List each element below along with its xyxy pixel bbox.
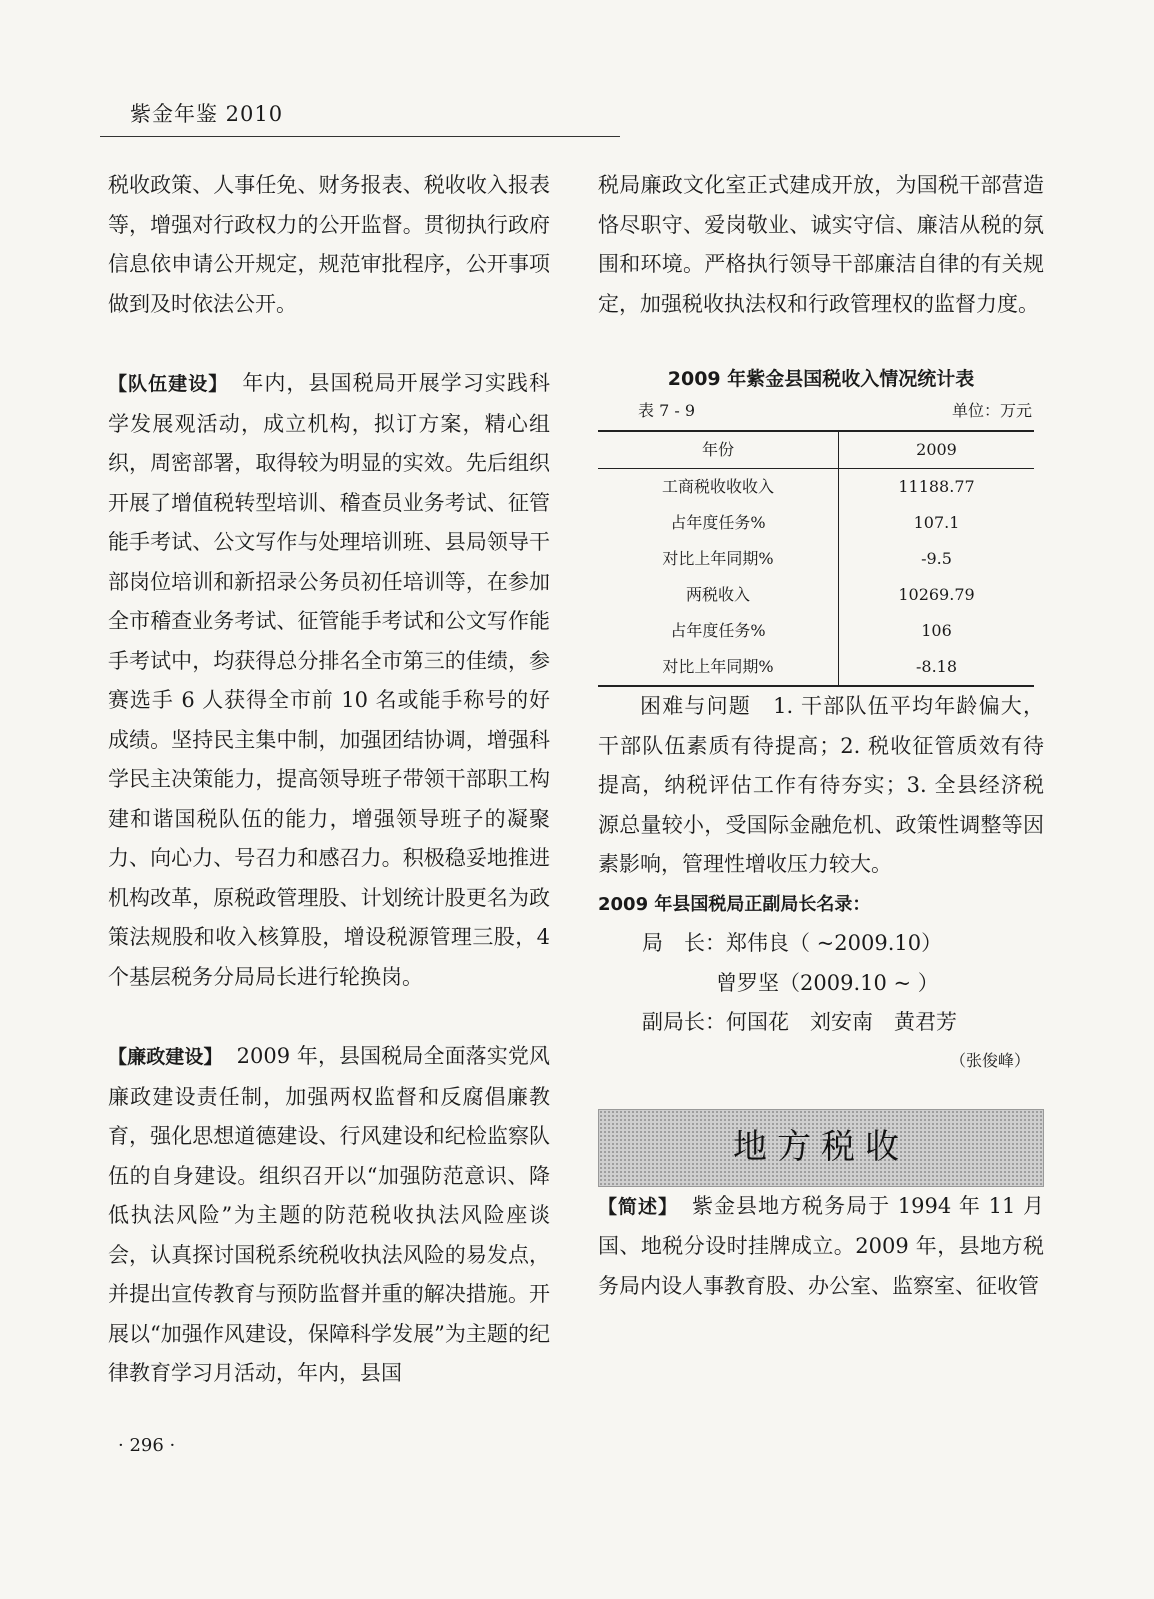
table-header-cell: 2009	[916, 440, 957, 459]
paragraph-gap	[108, 324, 550, 364]
table-row-label: 对比上年同期%	[598, 649, 839, 686]
page-number: · 296 ·	[118, 1435, 176, 1456]
section-banner	[598, 1109, 1044, 1187]
roster-deputy-directors: 副局长：何国花 刘安南 黄君芳	[642, 1010, 957, 1034]
roster-director-successor: 曾罗坚（2009.10 ~ ）	[716, 970, 939, 995]
paragraph-gap	[108, 997, 550, 1037]
running-header: 紫金年鉴 2010	[130, 102, 284, 126]
overview-body: 紫金县地方税务局于 1994 年 11 月国、地税分设时挂牌成立。2009 年，县地方税务局内设人事教育股、办公室、监察室、征收管	[598, 1193, 1044, 1298]
roster-title: 2009 年县国税局正副局长名录：	[598, 893, 871, 915]
table-meta	[638, 398, 1032, 424]
table-row-label: 占年度任务%	[598, 613, 839, 649]
table-title: 2009 年紫金县国税收入情况统计表	[667, 368, 975, 390]
integrity-heading: 【廉政建设】	[108, 1046, 223, 1068]
integrity-body: 2009 年，县国税局全面落实党风廉政建设责任制，加强两权监督和反腐倡廉教育，强化思想道德建设、行风建设和纪检监察队伍的自身建设。组织召开以“加强防范意识、降低执法风险”为主题的防范税收执法风险座谈会，认真探讨国税系统税收执法风险的易发点，并提出宣传教育与预防监督并重的解决措施。开展以“加强作风建设，保障科学发展”为主题的纪律教育学习月活动，年内，县国	[108, 1044, 550, 1385]
intro-paragraph: 税收政策、人事任免、财务报表、税收收入报表等，增强对行政权力的公开监督。贯彻执行政府信息依申请公开规定，规范审批程序，公开事项做到及时依法公开。	[108, 173, 550, 316]
section-banner-title: 地方税收	[733, 1126, 909, 1167]
table-row-value: 107.1	[913, 513, 960, 532]
header-rule	[100, 136, 620, 137]
table-number: 表 7 - 9	[638, 401, 696, 420]
table-row	[598, 577, 1034, 613]
table-header-cell: 年份	[598, 431, 839, 469]
table-row-value: 10269.79	[898, 585, 975, 604]
overview-heading: 【简述】	[598, 1195, 679, 1218]
table-row-label: 工商税收收收入	[598, 469, 839, 506]
table-row	[598, 505, 1034, 541]
left-column	[108, 166, 550, 1394]
table-row-value: -9.5	[921, 549, 952, 568]
table-row	[598, 469, 1034, 506]
table-row-label: 两税收入	[598, 577, 839, 613]
tax-revenue-table	[598, 430, 1034, 687]
table-unit: 单位：万元	[951, 401, 1032, 420]
continuation-paragraph: 税局廉政文化室正式建成开放，为国税干部营造恪尽职守、爱岗敬业、诚实守信、廉洁从税的氛围和环境。严格执行领导干部廉洁自律的有关规定，加强税收执法权和行政管理权的监督力度。	[598, 173, 1044, 316]
table-row-value: 106	[921, 621, 952, 640]
problems-paragraph: 困难与问题 1. 干部队伍平均年龄偏大，干部队伍素质有待提高；2. 税收征管质效有待提高，纳税评估工作有待夯实；3. 全县经济税源总量较小，受国际金融危机、政策性调整等因素影响，管理性增收压力较大。	[598, 694, 1044, 876]
table-row	[598, 613, 1034, 649]
table-row	[598, 649, 1034, 686]
team-building-heading: 【队伍建设】	[108, 373, 229, 395]
table-row-label: 对比上年同期%	[598, 541, 839, 577]
table-row	[598, 541, 1034, 577]
integrity-paragraph	[108, 1037, 550, 1394]
right-column	[598, 166, 1044, 1306]
team-building-body: 年内，县国税局开展学习实践科学发展观活动，成立机构，拟订方案，精心组织，周密部署，取得较为明显的实效。先后组织开展了增值税转型培训、稽查员业务考试、征管能手考试、公文写作与处理培训班、县局领导干部岗位培训和新招录公务员初任培训等，在参加全市稽查业务考试、征管能手考试和公文写作能手考试中，均获得总分排名全市第三的佳绩，参赛选手 6 人获得全市前 10 名或能手称号的好成绩。坚持民主集中制，加强团结协调，增强科学民主决策能力，提高领导班子带领干部职工构建和谐国税队伍的能力，增强领导班子的凝聚力、向心力、号召力和感召力。积极稳妥地推进机构改革，原税政管理股、计划统计股更名为政策法规股和收入核算股，增设税源管理三股，4 个基层税务分局局长进行轮换岗。	[108, 371, 550, 989]
roster-director: 局 长：郑伟良（ ~2009.10）	[642, 931, 943, 955]
table-header-row	[598, 431, 1034, 469]
table-row-value: -8.18	[915, 657, 958, 676]
table-row-value: 11188.77	[898, 477, 975, 496]
author-credit: （张俊峰）	[949, 1050, 1030, 1070]
overview-paragraph	[598, 1187, 1044, 1307]
table-row-label: 占年度任务%	[598, 505, 839, 541]
team-building-paragraph	[108, 364, 550, 997]
